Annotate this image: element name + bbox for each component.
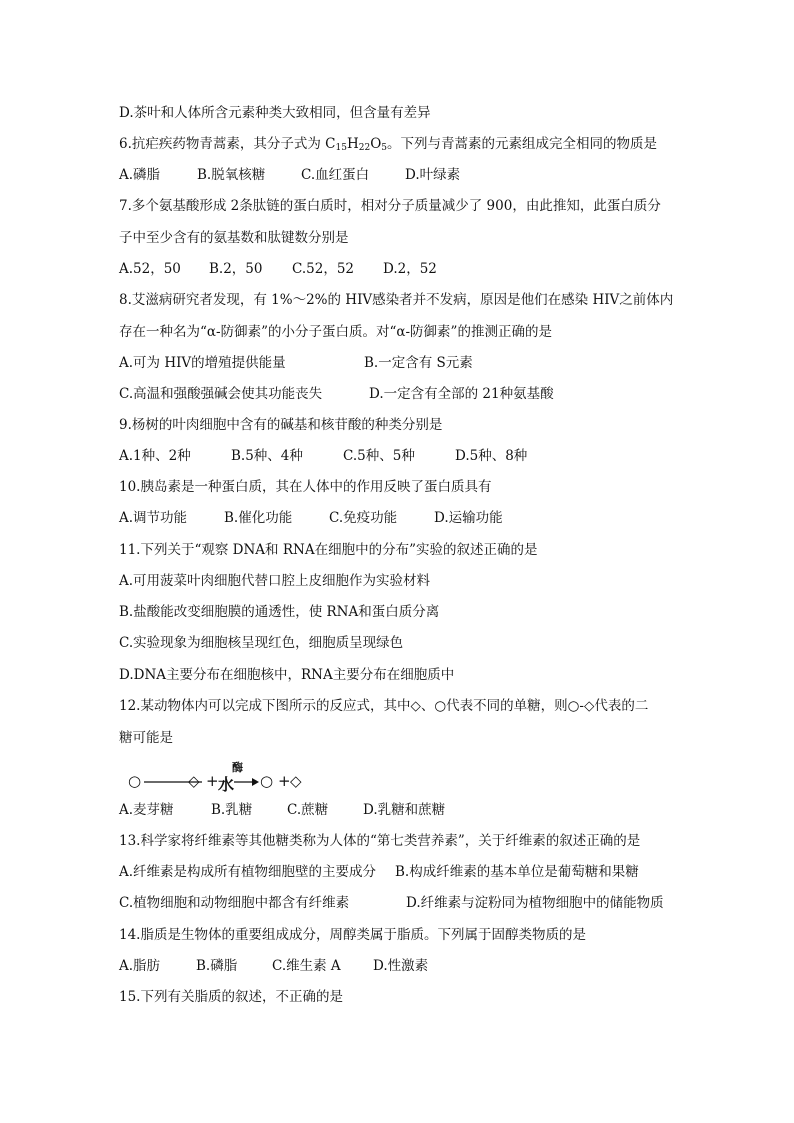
q14-option-b: B.磷脂 — [196, 958, 238, 974]
q9-option-b: B.5种、4种 — [231, 448, 303, 464]
question-8-line2: 存在一种名为“α-防御素”的小分子蛋白质。对“α-防御素”的推测正确的是 — [119, 324, 552, 340]
question-12-line2: 糖可能是 — [119, 730, 173, 746]
plus-sign: + — [206, 772, 219, 790]
q6-option-c: C.血红蛋白 — [301, 167, 370, 183]
q8-option-a: A.可为 HIV的增殖提供能量 — [119, 355, 286, 371]
q12-option-c: C.蔗糖 — [287, 802, 329, 818]
q9-option-c: C.5种、5种 — [343, 448, 415, 464]
q7-option-a: A.52，50 — [119, 261, 181, 277]
q13-option-b: B.构成纤维素的基本单位是葡萄糖和果糖 — [395, 864, 639, 880]
question-10: 10.胰岛素是一种蛋白质，其在人体中的作用反映了蛋白质具有 — [119, 479, 492, 495]
plus-sign: + — [278, 772, 291, 790]
question-12-line1: 12.某动物体内可以完成下图所示的反应式，其中◇、○代表不同的单糖，则○-◇代表的二 — [119, 698, 649, 714]
q9-option-d: D.5种、8种 — [455, 448, 528, 464]
q7-option-c: C.52，52 — [292, 261, 354, 277]
q8-option-c: C.高温和强酸强碱会使其功能丧失 — [119, 386, 323, 402]
q14-option-c: C.维生素 A — [272, 958, 341, 974]
q12-option-d: D.乳糖和蔗糖 — [363, 802, 446, 818]
q11-option-a: A.可用菠菜叶肉细胞代替口腔上皮细胞作为实验材料 — [119, 573, 431, 589]
question-7-line2: 子中至少含有的氨基数和肽键数分别是 — [119, 230, 349, 246]
q8-option-b: B.一定含有 S元素 — [364, 355, 473, 371]
q8-option-d: D.一定含有全部的 21种氨基酸 — [369, 386, 554, 402]
reaction-equation — [128, 761, 328, 798]
q7-option-b: B.2，50 — [209, 261, 263, 277]
q11-option-c: C.实验现象为细胞核呈现红色，细胞质呈现绿色 — [119, 635, 404, 651]
q6-option-b: B.脱氧核糖 — [197, 167, 266, 183]
monosaccharide-circle-icon: ○ — [128, 772, 142, 790]
q5-option-d: D.茶叶和人体所含元素种类大致相同，但含量有差异 — [119, 105, 431, 121]
monosaccharide-diamond-icon: ◇ — [188, 772, 200, 790]
q10-option-b: B.催化功能 — [224, 510, 293, 526]
question-15: 15.下列有关脂质的叙述，不正确的是 — [119, 989, 343, 1005]
product-diamond-icon: ◇ — [290, 772, 302, 790]
q9-option-a: A.1种、2种 — [119, 448, 191, 464]
q6-option-d: D.叶绿素 — [405, 167, 461, 183]
q14-option-d: D.性激素 — [373, 958, 429, 974]
q7-option-d: D.2，52 — [383, 261, 437, 277]
enzyme-label: 酶 — [232, 761, 243, 774]
q11-option-b: B.盐酸能改变细胞膜的通透性，使 RNA和蛋白质分离 — [119, 604, 440, 620]
q14-option-a: A.脂肪 — [119, 958, 161, 974]
q11-option-d: D.DNA主要分布在细胞核中，RNA主要分布在细胞质中 — [119, 667, 455, 683]
question-13: 13.科学家将纤维素等其他糖类称为人体的“第七类营养素”，关于纤维素的叙述正确的是 — [119, 833, 641, 849]
question-7-line1: 7.多个氨基酸形成 2条肽链的蛋白质时，相对分子质量减少了 900，由此推知，此蛋白质分 — [119, 198, 661, 214]
product-circle-icon: ○ — [260, 772, 274, 790]
question-8-line1: 8.艾滋病研究者发现，有 1%～2%的 HIV感染者并不发病，原因是他们在感染 HIV之前体内 — [119, 292, 674, 308]
q12-option-a: A.麦芽糖 — [119, 802, 174, 818]
q12-option-b: B.乳糖 — [211, 802, 253, 818]
q13-option-c: C.植物细胞和动物细胞中都含有纤维素 — [119, 895, 350, 911]
q10-option-c: C.免疫功能 — [329, 510, 398, 526]
reaction-arrow-icon — [234, 768, 260, 798]
q10-option-d: D.运输功能 — [434, 510, 503, 526]
question-6: 6.抗疟疾药物青蒿素，其分子式为 $C_{15}H_{22}O_5$。下列与青蒿素的元素组成完全相同的物质是 — [119, 136, 658, 153]
q10-option-a: A.调节功能 — [119, 510, 188, 526]
question-14: 14.脂质是生物体的重要组成成分，周醇类属于脂质。下列属于固醇类物质的是 — [119, 927, 586, 943]
water-label: 水 — [218, 775, 235, 794]
q13-option-a: A.纤维素是构成所有植物细胞壁的主要成分 — [119, 864, 377, 880]
q13-option-d: D.纤维素与淀粉同为植物细胞中的储能物质 — [406, 895, 664, 911]
question-9: 9.杨树的叶肉细胞中含有的碱基和核苷酸的种类分别是 — [119, 417, 443, 433]
q6-option-a: A.磷脂 — [119, 167, 161, 183]
question-11: 11.下列关于“观察 DNA和 RNA在细胞中的分布”实验的叙述正确的是 — [119, 542, 538, 558]
